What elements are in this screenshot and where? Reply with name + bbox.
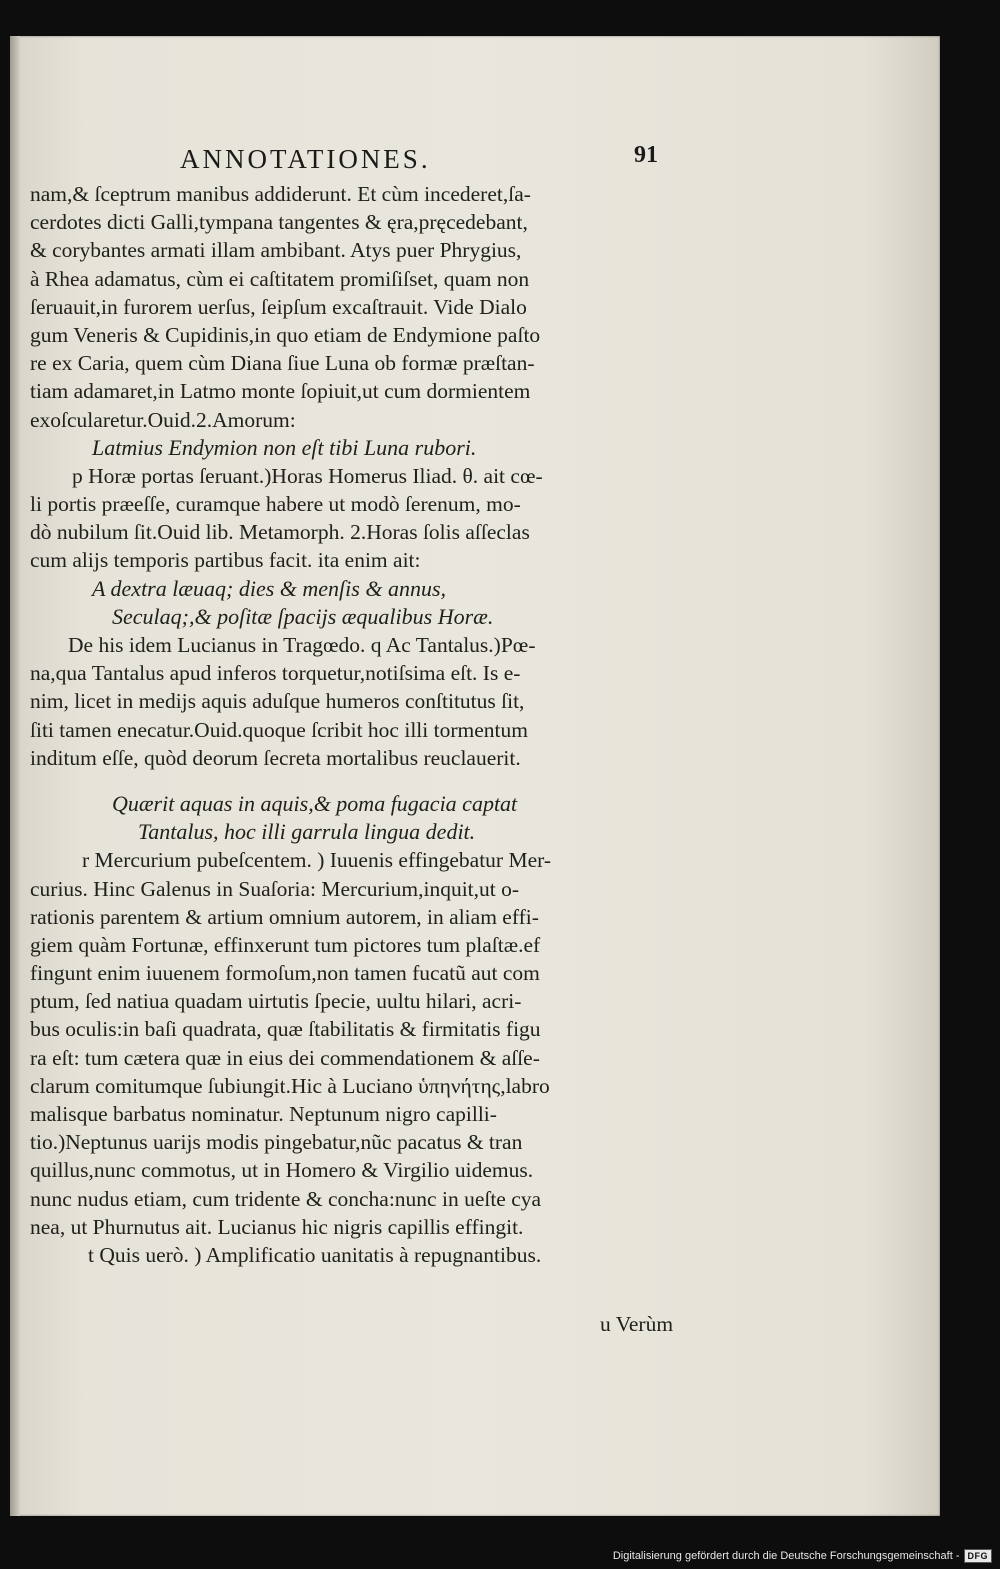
text-line: na,qua Tantalus apud inferos torquetur,notiſsima eſt. Is e-: [30, 661, 521, 686]
book-page: [10, 36, 940, 1516]
running-title: ANNOTATIONES.: [180, 144, 431, 174]
text-line: dò nubilum ſit.Ouid lib. Metamorph. 2.Horas ſolis aſſeclas: [30, 520, 530, 545]
text-line: tio.)Neptunus uarijs modis pingebatur,nũc pacatus & tran: [30, 1130, 523, 1155]
text-line: p Horæ portas ſeruant.)Horas Homerus Iliad. θ. ait cœ-: [72, 463, 543, 488]
text-line: cerdotes dicti Galli,tympana tangentes & ęra,pręcedebant,: [30, 210, 528, 235]
page-number: 91: [634, 142, 658, 168]
text-line: quillus,nunc commotus, ut in Homero & Virgilio uidemus.: [30, 1158, 534, 1183]
text-line: gum Veneris & Cupidinis,in quo etiam de Endymione paſto: [30, 322, 541, 347]
verse-line: Tantalus, hoc illi garrula lingua dedit.: [138, 819, 476, 845]
text-line: ra eſt: tum cætera quæ in eius dei commendationem & aſſe-: [30, 1045, 540, 1070]
text-line: re ex Caria, quem cùm Diana ſiue Luna ob formæ præſtan-: [30, 351, 535, 376]
credit-text: Digitalisierung gefördert durch die Deutsche Forschungsgemeinschaft -: [612, 1550, 960, 1562]
text-line: curius. Hinc Galenus in Suaſoria: Mercurium,inquit,ut o-: [30, 876, 520, 901]
text-line: fingunt enim iuuenem formoſum,non tamen fucatũ aut com: [30, 961, 540, 986]
text-line: à Rhea adamatus, cùm ei caſtitatem promiſiſset, quam non: [30, 266, 530, 291]
page-spine-shadow: [10, 36, 20, 1516]
verse-line: A dextra læuaq; dies & menſis & annus,: [92, 575, 447, 601]
text-line: nim, licet in medijs aquis aduſque humeros conſtitutus ſit,: [30, 689, 525, 714]
text-line: ſeruauit,in furorem uerſus, ſeipſum excaſtrauit. Vide Dialo: [30, 294, 527, 319]
text-line: & corybantes armati illam ambibant. Atys puer Phrygius,: [30, 238, 522, 263]
text-line: nam,& ſceptrum manibus addiderunt. Et cùm incederet,ſa-: [30, 182, 531, 206]
text-line: clarum comitumque ſubiungit.Hic à Luciano ὑπηνήτης,labro: [30, 1073, 550, 1098]
text-line: rationis parentem & artium omnium autorem, in aliam effi-: [30, 904, 539, 929]
text-line: cum alijs temporis partibus facit. ita enim ait:: [30, 548, 421, 573]
catchword: u Verùm: [600, 1312, 674, 1336]
verse-line: Latmius Endymion non eſt tibi Luna rubori.: [92, 434, 477, 460]
dfg-logo: DFG: [964, 1549, 993, 1563]
text-line: t Quis uerò. ) Amplificatio uanitatis à repugnantibus.: [88, 1242, 542, 1267]
text-line: exoſcularetur.Ouid.2.Amorum:: [30, 407, 296, 432]
verse-gap: [30, 772, 730, 790]
text-line: li portis præeſſe, curamque habere ut modò ſerenum, mo-: [30, 492, 521, 517]
text-line: De his idem Lucianus in Tragœdo. q Ac Tantalus.)Pœ-: [68, 633, 536, 657]
text-line: giem quàm Fortunæ, effinxerunt tum pictores tum plaſtæ.ef: [30, 932, 541, 957]
text-line: bus oculis:in baſi quadrata, quæ ſtabilitatis & firmitatis figu: [30, 1017, 541, 1042]
text-line: nunc nudus etiam, cum tridente & concha:nunc in ueſte cya: [30, 1186, 542, 1211]
text-line: r Mercurium pubeſcentem. ) Iuuenis effingebatur Mer-: [82, 848, 552, 873]
text-line: nea, ut Phurnutus ait. Lucianus hic nigris capillis effingit.: [30, 1214, 524, 1239]
text-line: tiam adamaret,in Latmo monte ſopiuit,ut cum dormientem: [30, 379, 531, 404]
text-line: ptum, ſed natiua quadam uirtutis ſpecie, uultu hilari, acri-: [30, 989, 522, 1014]
text-line: malisque barbatus nominatur. Neptunum nigro capilli-: [30, 1102, 497, 1126]
text-line: inditum eſſe, quòd deorum ſecreta mortalibus reuclauerit.: [30, 745, 521, 770]
digitization-credit: [613, 1549, 992, 1563]
verse-line: Quærit aquas in aquis,& poma fugacia captat: [112, 790, 518, 816]
page-text-body: [30, 180, 730, 1269]
verse-line: Seculaq;,& poſitæ ſpacijs æqualibus Horæ.: [112, 603, 494, 629]
text-line: ſiti tamen enecatur.Ouid.quoque ſcribit hoc illi tormentum: [30, 717, 528, 742]
